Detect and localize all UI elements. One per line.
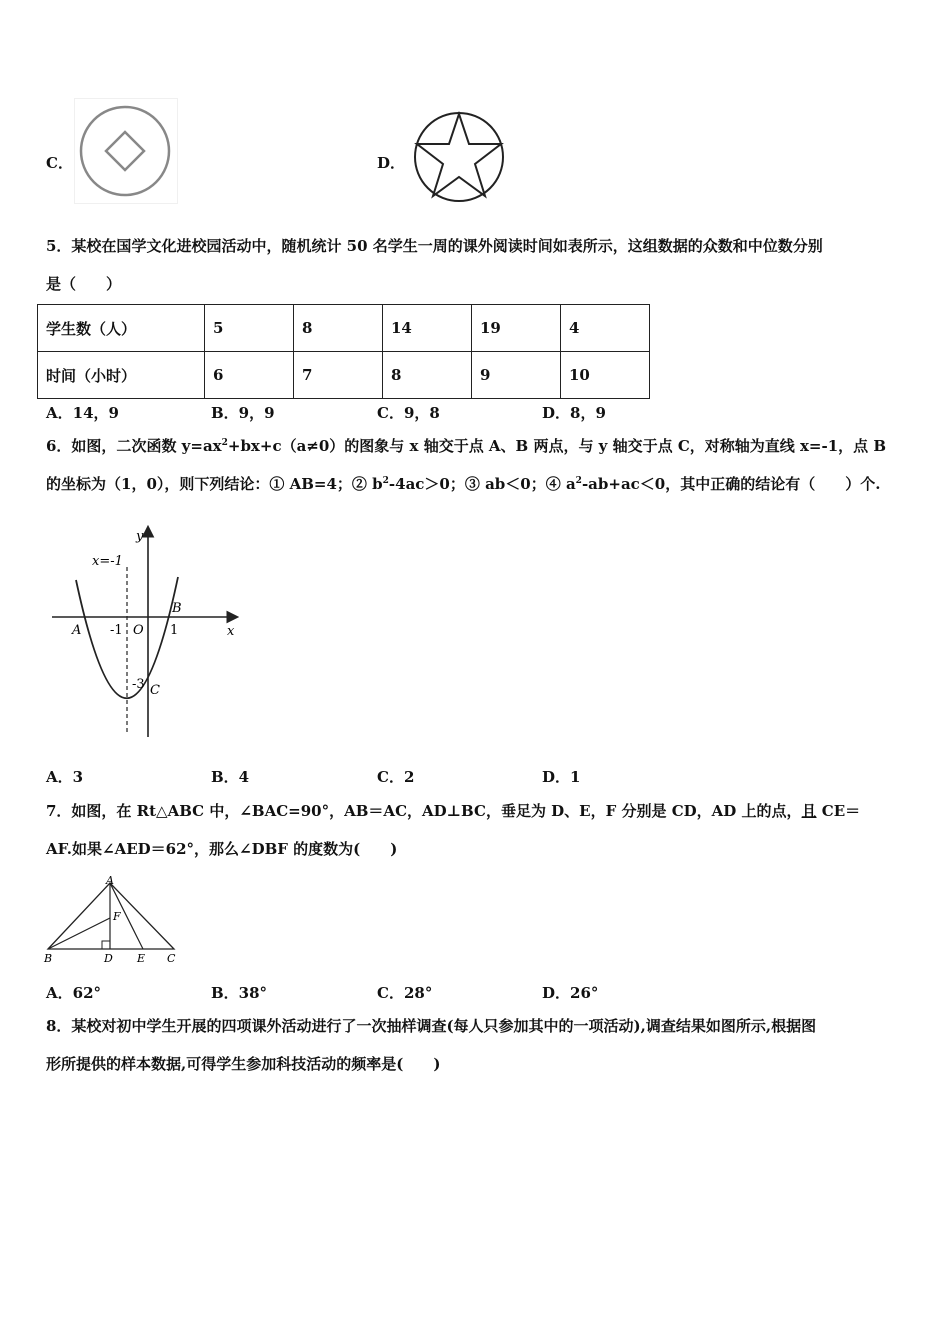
option-d-label: D． xyxy=(377,154,406,172)
table-cell: 时间（小时） xyxy=(38,352,205,399)
circle-shape xyxy=(415,113,503,201)
point-b-label: B xyxy=(172,601,182,616)
right-angle-mark xyxy=(102,941,110,949)
tick-neg3-label: -3 xyxy=(132,677,145,692)
q5-options xyxy=(0,402,950,422)
option-b[interactable]: B．38° xyxy=(211,984,268,1002)
option-b[interactable]: B．9，9 xyxy=(211,404,275,422)
segment-bf xyxy=(48,918,110,949)
point-f-label: F xyxy=(113,910,121,923)
q6-options xyxy=(0,766,950,786)
point-d-label: D xyxy=(104,952,113,965)
option-c-label: C． xyxy=(46,154,73,172)
table-cell: 14 xyxy=(383,305,472,352)
option-d[interactable]: D．1 xyxy=(542,768,581,786)
option-c[interactable]: C．28° xyxy=(377,984,433,1002)
table-cell: 4 xyxy=(561,305,650,352)
y-axis-label: y xyxy=(136,529,144,544)
table-cell: 学生数（人） xyxy=(38,305,205,352)
table-cell: 6 xyxy=(205,352,294,399)
option-c[interactable]: C．2 xyxy=(377,768,415,786)
x-axis-label: x xyxy=(227,624,235,639)
option-d[interactable]: D．26° xyxy=(542,984,599,1002)
tick-neg1-label: -1 xyxy=(110,623,123,638)
q5-line2: 是（ ） xyxy=(46,275,122,293)
symmetry-label: x=-1 xyxy=(92,554,123,569)
vertex-c-label: C xyxy=(167,952,176,965)
table-row xyxy=(38,352,650,399)
table-cell: 19 xyxy=(472,305,561,352)
q6-line1: 6．如图，二次函数 $y=ax^2+bx+c(a\ne 0)$的图象与 x 轴交于点 A、B 两点，与 y 轴交于点 C，对称轴为直线 x=-1，点 B xyxy=(46,437,887,455)
q7-line1: 7．如图，在 Rt△ABC 中，∠BAC=90°，AB＝AC，AD⊥BC，垂足为 D、E，F 分别是 CD，AD 上的点，且 CE＝ xyxy=(46,802,861,820)
triangle-figure xyxy=(40,872,185,966)
q7-options xyxy=(0,982,950,1002)
option-d[interactable]: D．8，9 xyxy=(542,404,606,422)
table-cell: 5 xyxy=(205,305,294,352)
q5-line1: 5．某校在国学文化进校园活动中，随机统计 50 名学生一周的课外阅读时间如表所示，这组数据的众数和中位数分别 xyxy=(46,237,823,255)
diamond-shape xyxy=(106,132,144,170)
star-shape xyxy=(417,114,501,196)
q8-line2: 形所提供的样本数据,可得学生参加科技活动的频率是( ) xyxy=(46,1055,441,1073)
vertex-a-label: A xyxy=(106,874,114,887)
point-a-label: A xyxy=(72,623,82,638)
origin-label: O xyxy=(133,623,144,638)
table-cell: 8 xyxy=(294,305,383,352)
table-cell: 8 xyxy=(383,352,472,399)
point-c-label: C xyxy=(150,683,160,698)
option-c[interactable]: C．9，8 xyxy=(377,404,440,422)
option-d-figure xyxy=(411,111,507,203)
reading-time-table xyxy=(37,304,650,399)
option-a[interactable]: A．14，9 xyxy=(46,404,119,422)
table-cell: 7 xyxy=(294,352,383,399)
option-a[interactable]: A．3 xyxy=(46,768,84,786)
table-cell: 10 xyxy=(561,352,650,399)
vertex-b-label: B xyxy=(44,952,53,965)
q7-line2: AF.如果∠AED＝62°，那么∠DBF 的度数为( ) xyxy=(46,840,398,858)
tick-1-label: 1 xyxy=(170,623,179,638)
table-row xyxy=(38,305,650,352)
q6-line2: 的坐标为（1，0），则下列结论：① AB=4；② $b^2-4ac>0$；③ ab＜0；④ $a^2-ab+ac<0$，其中正确的结论有（ ）个. xyxy=(46,475,881,493)
table-cell: 9 xyxy=(472,352,561,399)
circle-shape xyxy=(81,107,169,195)
point-e-label: E xyxy=(137,952,146,965)
option-b[interactable]: B．4 xyxy=(211,768,250,786)
option-a[interactable]: A．62° xyxy=(46,984,102,1002)
parabola-graph xyxy=(46,522,246,742)
q8-line1: 8．某校对初中学生开展的四项课外活动进行了一次抽样调查(每人只参加其中的一项活动),调查结果如图所示,根据图 xyxy=(46,1017,817,1035)
option-c-figure xyxy=(74,98,178,204)
